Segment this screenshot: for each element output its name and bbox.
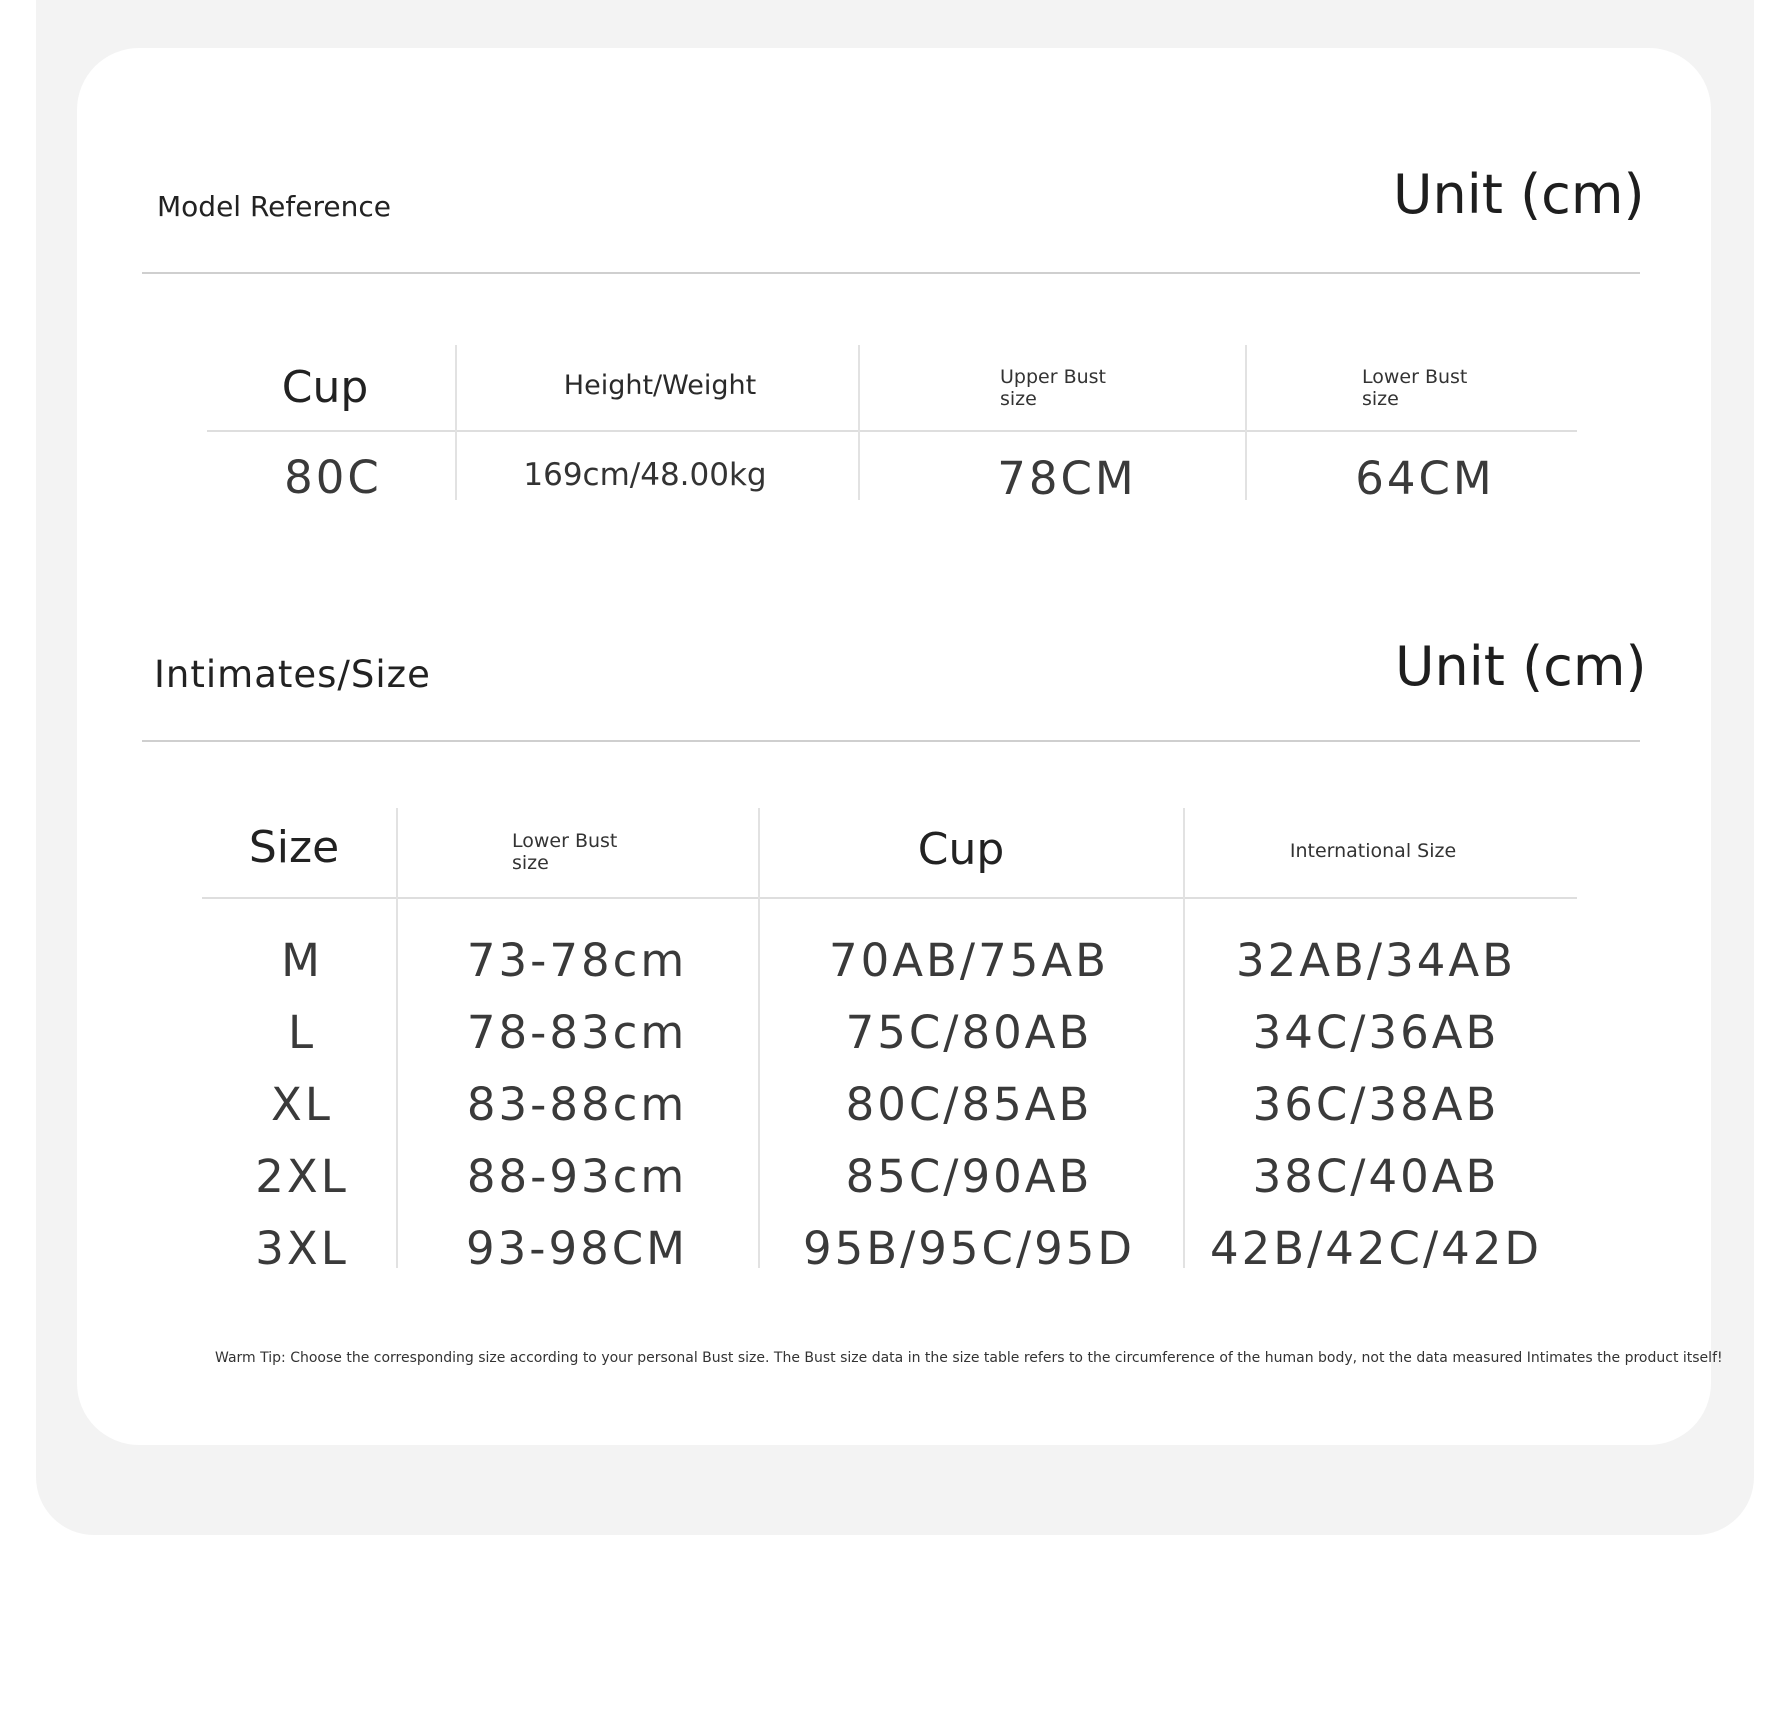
header-upper-bust-line2: size [1000,388,1037,410]
row-lower-bust: 93-98CM [465,1222,689,1275]
row-lower-bust: 78-83cm [466,1006,688,1059]
header-lower-bust-size-line1: Lower Bust [512,830,618,852]
row-size: 3XL [255,1222,349,1275]
row-international: 32AB/34AB [1236,934,1516,987]
model-header-divider [207,430,1577,432]
column-divider [396,808,398,1268]
size-header-divider [202,897,1577,899]
header-upper-bust-line1: Upper Bust [1000,366,1106,388]
model-upper-bust-value: 78CM [997,452,1137,505]
size-chart-title: Intimates/Size [154,653,431,696]
row-size: 2XL [255,1150,349,1203]
row-cup: 75C/80AB [845,1006,1093,1059]
model-height-weight-value: 169cm/48.00kg [523,457,767,493]
header-international-size: International Size [1289,840,1457,862]
header-lower-bust [1362,366,1467,410]
header-lower-bust-line2: size [1362,388,1399,410]
row-cup: 95B/95C/95D [802,1222,1136,1275]
column-divider [758,808,760,1268]
model-reference-title: Model Reference [157,190,391,223]
header-upper-bust [1000,366,1106,410]
header-height-weight: Height/Weight [563,370,757,401]
column-divider [1245,345,1247,500]
row-cup: 70AB/75AB [829,934,1109,987]
row-lower-bust: 88-93cm [466,1150,688,1203]
row-cup: 80C/85AB [845,1078,1093,1131]
row-international: 38C/40AB [1252,1150,1500,1203]
header-lower-bust-line1: Lower Bust [1362,366,1468,388]
row-cup: 85C/90AB [845,1150,1093,1203]
header-lower-bust-size [512,830,617,874]
size-chart-unit: Unit (cm) [1395,635,1647,698]
row-size: XL [271,1078,333,1131]
row-size: L [287,1006,317,1059]
header-size: Size [248,822,340,873]
column-divider [858,345,860,500]
model-reference-divider [142,272,1640,274]
model-reference-unit: Unit (cm) [1393,163,1645,226]
header-cup-size: Cup [917,824,1005,875]
header-cup: Cup [281,362,369,413]
column-divider [455,345,457,500]
row-international: 36C/38AB [1252,1078,1500,1131]
model-cup-value: 80C [284,451,382,504]
column-divider [1183,808,1185,1268]
row-lower-bust: 73-78cm [466,934,688,987]
warm-tip: Warm Tip: Choose the corresponding size according to your personal Bust size. The Bust size data in the size table refers to the circumference of the human body, not the data measured Intimates the product itself! [215,1350,1723,1366]
size-chart-divider [142,740,1640,742]
header-lower-bust-size-line2: size [512,852,549,874]
row-size: M [281,934,323,987]
row-international: 34C/36AB [1252,1006,1500,1059]
model-lower-bust-value: 64CM [1355,452,1495,505]
row-lower-bust: 83-88cm [466,1078,688,1131]
row-international: 42B/42C/42D [1209,1222,1543,1275]
